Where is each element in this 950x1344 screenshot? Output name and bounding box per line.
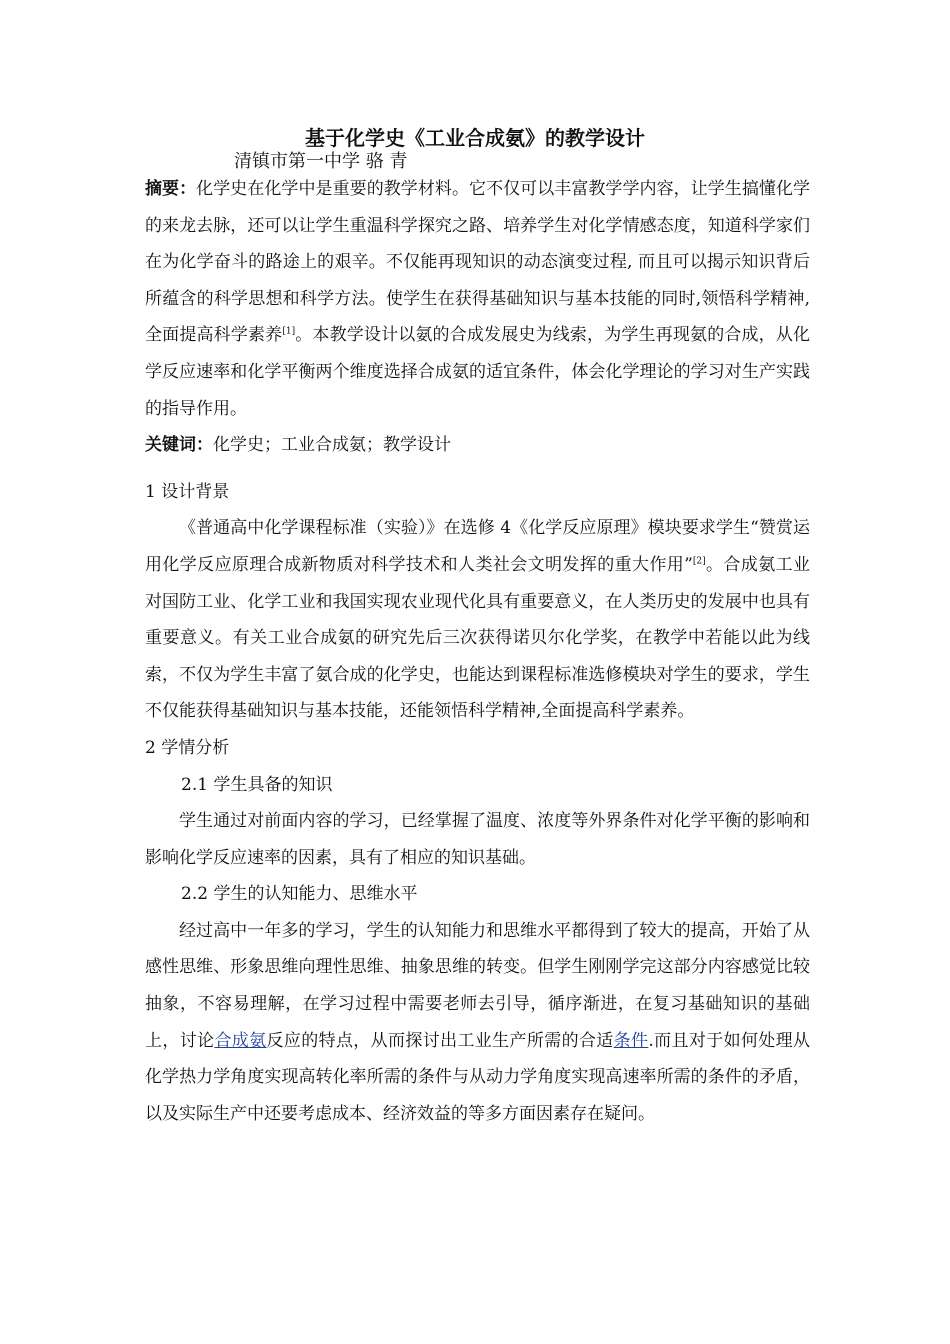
section-2-2-text-a: 经过高中一年多的学习，学生的认知能力和思维水平都得到了较大的提高，开始了从感性思维、形象思维向理性思维、抽象思维的转变。但学生刚刚学完这部分内容感觉比较抽象，不容易理解，在学习过程中需要老师去引导，循序渐进，在复习基础知识的基础上，讨论 [145, 920, 810, 1051]
link-tiaojian[interactable]: 条件 [613, 1030, 649, 1051]
abstract-label: 摘要： [145, 179, 197, 199]
section-1-paragraph [145, 510, 810, 730]
section-2-1-paragraph: 学生通过对前面内容的学习，已经掌握了温度、浓度等外界条件对化学平衡的影响和影响化学反应速率的因素，具有了相应的知识基础。 [145, 811, 810, 868]
keywords-label: 关键词： [145, 435, 213, 456]
abstract-paragraph [145, 171, 810, 427]
document-body [145, 171, 810, 1132]
section-1-text-after: 。合成氨工业对国防工业、化学工业和我国实现农业现代化具有重要意义，在人类历史的发展中也具有重要意义。有关工业合成氨的研究先后三次获得诺贝尔化学奖，在教学中若能以此为线索，不仅为学生丰富了氨合成的化学史，也能达到课程标准选修模块对学生的要求，学生不仅能获得基础知识与基本技能，还能领悟科学精神,全面提高科学素养。 [145, 554, 810, 722]
section-2-2-paragraph [145, 913, 810, 1133]
section-1-heading: 1 设计背景 [145, 481, 230, 502]
abstract-text: 化学史在化学中是重要的教学材料。它不仅可以丰富教学学内容，让学生搞懂化学的来龙去脉，还可以让学生重温科学探究之路、培养学生对化学情感态度，知道科学家们在为化学奋斗的路途上的艰辛。不仅能再现知识的动态演变过程, 而且可以揭示知识背后所蕴含的科学思想和科学方法。使学生在获得基础知识与基本技能的同时,领悟科学精神,全面提高科学素养 [145, 179, 811, 346]
section-2-2-text-c: .而且对于如何处理从化学热力学角度实现高转化率所需的条件与从动力学角度实现高速率所需的条件的矛盾，以及实际生产中还要考虑成本、经济效益的等多方面因素存在疑问。 [145, 1030, 811, 1124]
section-1-text: 《普通高中化学课程标准（实验）》在选修 4《化学反应原理》模块要求学生“赞赏运用化学反应原理合成新物质对科学技术和人类社会文明发挥的重大作用” [145, 518, 810, 575]
section-2-1-heading: 2.1 学生具备的知识 [181, 774, 333, 795]
section-2-heading: 2 学情分析 [145, 737, 230, 758]
section-2-2-text-b: 反应的特点，从而探讨出工业生产所需的合适 [266, 1030, 614, 1051]
section-2-2-heading: 2.2 学生的认知能力、思维水平 [181, 884, 418, 905]
citation-2: [2] [692, 556, 706, 567]
author-line: 清镇市第一中学 骆 青 [234, 151, 408, 172]
keywords-text: 化学史；工业合成氨；教学设计 [213, 435, 451, 456]
document-title: 基于化学史《工业合成氨》的教学设计 [305, 126, 645, 150]
link-hechengan[interactable]: 合成氨 [214, 1030, 267, 1051]
keywords-paragraph [145, 427, 810, 464]
abstract-text-after: 。本教学设计以氨的合成发展史为线索，为学生再现氨的合成，从化学反应速率和化学平衡两个维度选择合成氨的适宜条件，体会化学理论的学习对生产实践的指导作用。 [145, 325, 811, 419]
citation-1: [1] [282, 326, 296, 337]
